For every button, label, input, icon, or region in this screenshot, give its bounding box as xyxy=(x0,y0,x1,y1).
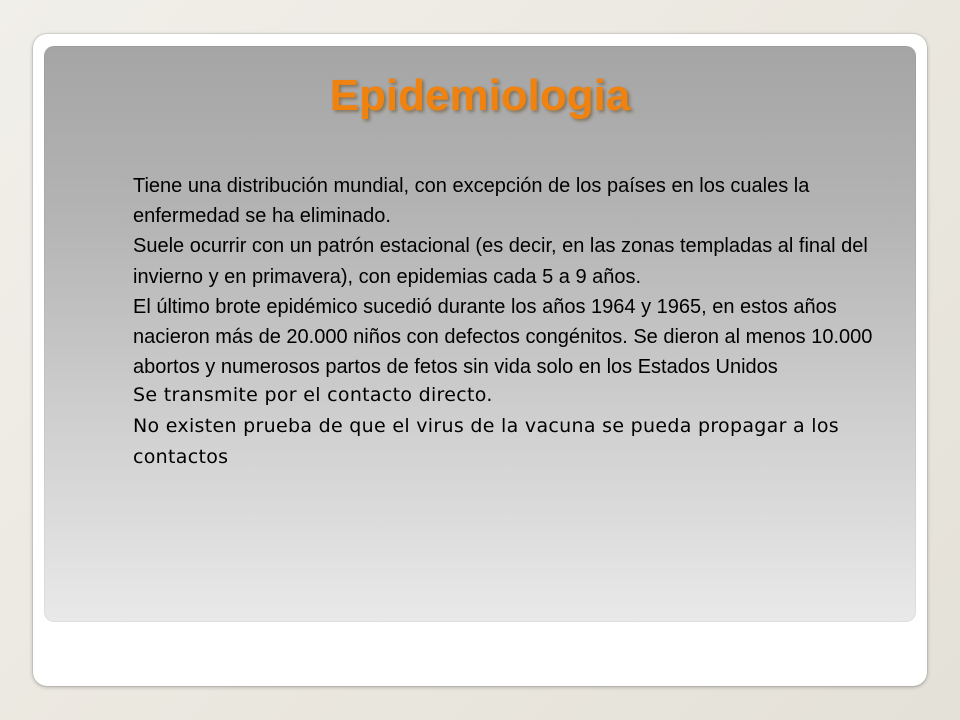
paragraph-outbreak: El último brote epidémico sucedió durante los años 1964 y 1965, en estos años nacieron más de 20.000 niños con defectos congénitos. Se dieron al menos 10.000 abortos y numerosos partos de fetos sin vida solo en los Estados Unidos xyxy=(133,295,873,379)
paragraph-distribution: Tiene una distribución mundial, con excepción de los países en los cuales la enfermedad se ha eliminado. xyxy=(133,175,810,228)
paragraph-transmission: Se transmite por el contacto directo. xyxy=(133,384,493,407)
slide-body xyxy=(133,171,903,473)
paragraph-seasonal-pattern: Suele ocurrir con un patrón estacional (es decir, en las zonas templadas al final del invierno y en primavera), con epidemias cada 5 a 9 años. xyxy=(133,235,868,288)
paragraph-vaccine-virus: No existen prueba de que el virus de la vacuna se pueda propagar a los contactos xyxy=(133,415,840,469)
slide-title: Epidemiologia xyxy=(329,71,631,120)
